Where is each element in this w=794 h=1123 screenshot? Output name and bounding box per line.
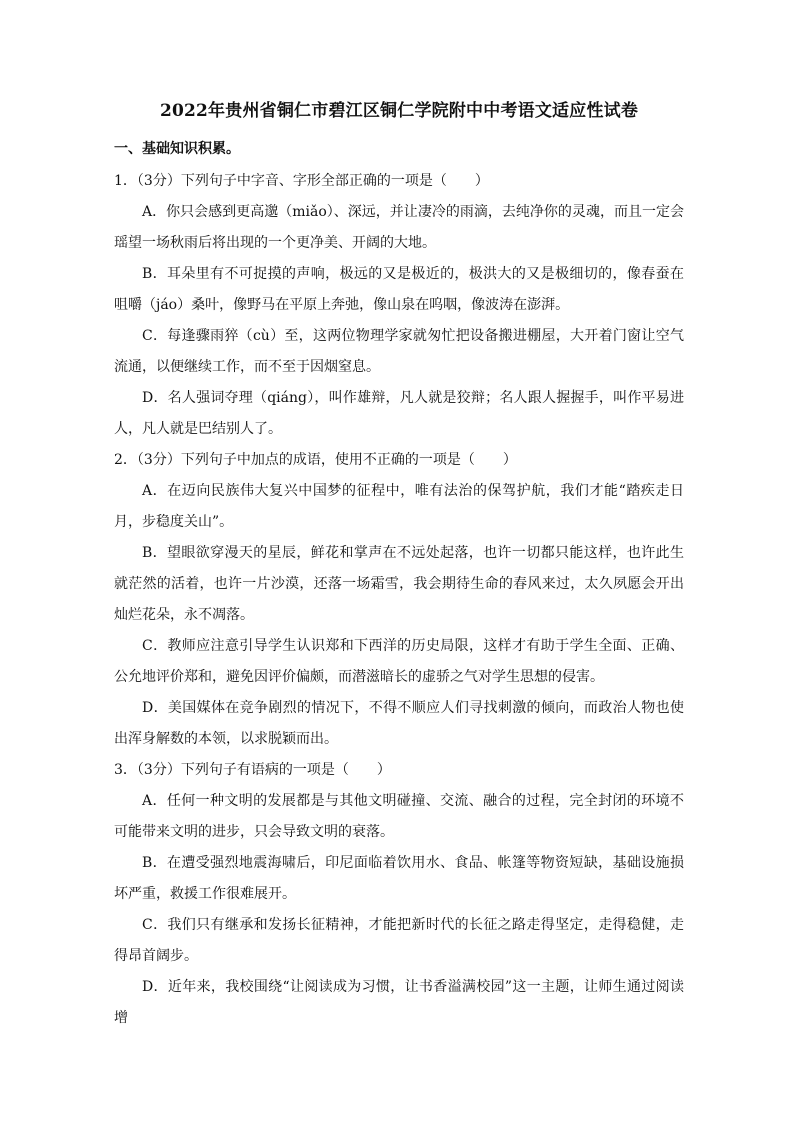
question-stem: 3．（3分）下列句子有语病的一项是（ ） (114, 762, 391, 778)
option-d: D．美国媒体在竞争剧烈的情况下，不得不顺应人们寻找刺激的倾向，而政治人物也使出浑身解数的本领，以求脱颖而出。 (114, 700, 684, 747)
option-b: B．耳朵里有不可捉摸的声响，极远的又是极近的，极洪大的又是极细切的，像春蚕在咀嚼（jáo）桑叶，像野马在平原上奔弛，像山泉在呜咽，像波涛在澎湃。 (114, 266, 684, 313)
option-a: A．你只会感到更高邈（miǎo）、深远，并让凄冷的雨滴，去纯净你的灵魂，而且一定会瑶望一场秋雨后将出现的一个更净美、开阔的大地。 (114, 204, 684, 251)
option-c: C．教师应注意引导学生认识郑和下西洋的历史局限，这样才有助于学生全面、正确、公允地评价郑和，避免因评价偏颇，而潜滋暗长的虚骄之气对学生思想的侵害。 (114, 638, 684, 685)
question-1 (114, 166, 684, 445)
option-d: D．名人强词夺理（qiáng），叫作雄辩，凡人就是狡辩；名人跟人握握手，叫作平易进人，凡人就是巴结别人了。 (114, 390, 684, 437)
option-c: C．我们只有继承和发扬长征精神，才能把新时代的长征之路走得坚定，走得稳健，走得昂首阔步。 (114, 917, 684, 964)
option-b: B．在遭受强烈地震海啸后，印尼面临着饮用水、食品、帐篷等物资短缺，基础设施损坏严重，救援工作很难展开。 (114, 855, 684, 902)
option-c: C．每逢骤雨猝（cù）至，这两位物理学家就匆忙把设备搬进棚屋，大开着门窗让空气流通，以便继续工作，而不至于因烟窒息。 (114, 328, 684, 375)
option-b: B．望眼欲穿漫天的星辰，鲜花和掌声在不远处起落，也许一切都只能这样，也许此生就茫然的活着，也许一片沙漠，还落一场霜雪，我会期待生命的春风来过，太久夙愿会开出灿烂花朵，永不凋落。 (114, 545, 684, 623)
question-2 (114, 445, 684, 755)
section-heading: 一、基础知识积累。 (114, 141, 240, 157)
question-3 (114, 755, 684, 1034)
option-a: A．任何一种文明的发展都是与其他文明碰撞、交流、融合的过程，完全封闭的环境不可能带来文明的进步，只会导致文明的衰落。 (114, 793, 684, 840)
exam-title: 2022年贵州省铜仁市碧江区铜仁学院附中中考语文适应性试卷 (159, 101, 639, 121)
option-d: D．近年来，我校围绕“让阅读成为习惯，让书香溢满校园”这一主题，让师生通过阅读增 (114, 979, 684, 1026)
option-a: A．在迈向民族伟大复兴中国梦的征程中，唯有法治的保驾护航，我们才能“踏疾走日月，步稳度关山”。 (114, 483, 684, 530)
question-stem: 1．（3分）下列句子中字音、字形全部正确的一项是（ ） (114, 173, 489, 189)
question-stem: 2．（3分）下列句子中加点的成语，使用不正确的一项是（ ） (114, 452, 517, 468)
